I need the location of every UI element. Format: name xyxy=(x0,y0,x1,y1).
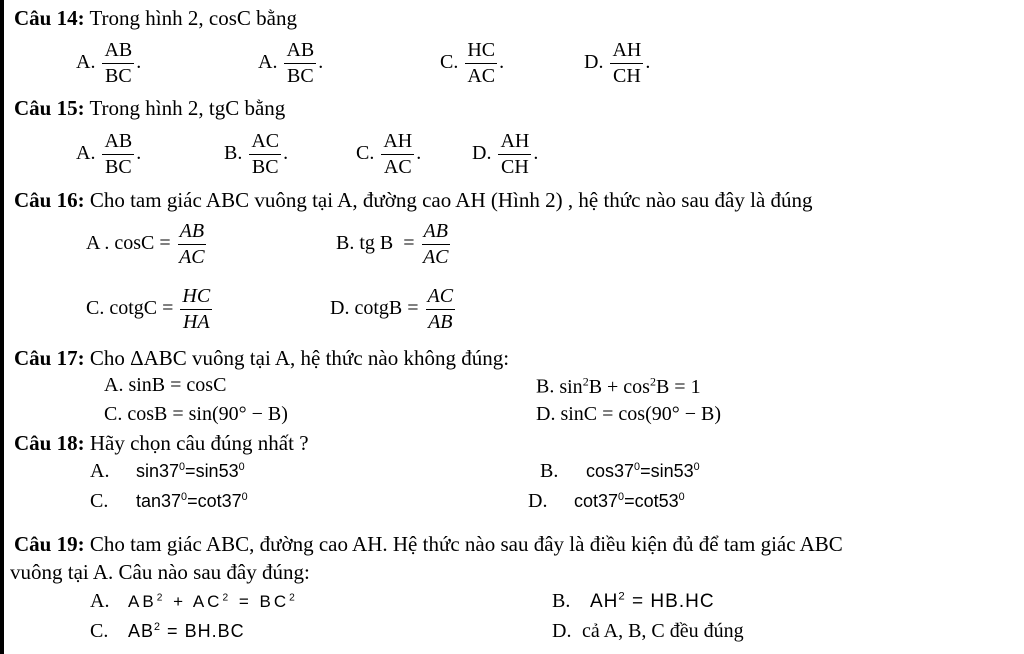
question-text: Trong hình 2, cosC bằng xyxy=(89,6,297,30)
expr-part: cot37 xyxy=(197,491,242,511)
expr-part: AC xyxy=(192,592,223,611)
option-expr xyxy=(136,461,245,481)
option-punct: . xyxy=(416,142,422,165)
q17-option-d xyxy=(536,403,721,426)
fraction xyxy=(381,130,414,179)
expr-part: AB xyxy=(128,592,157,611)
expr-part: cos37 xyxy=(586,461,635,481)
option-letter: C. xyxy=(440,51,459,74)
question-text-line2: vuông tại A. Câu nào sau đây đúng: xyxy=(10,560,310,584)
fraction xyxy=(284,39,316,88)
option-expr xyxy=(128,592,298,611)
expr-part: sin xyxy=(559,375,583,398)
numerator: AB xyxy=(422,220,450,245)
expr-part: sin53 xyxy=(650,461,694,481)
q18-option-d xyxy=(528,490,685,513)
option-letter: B. xyxy=(224,142,243,165)
option-text xyxy=(559,376,700,398)
fraction xyxy=(426,285,456,334)
equals: = xyxy=(185,461,196,481)
option-lhs: cotgB = xyxy=(354,297,419,320)
numerator: AC xyxy=(426,285,456,310)
option-lhs: tg B = xyxy=(359,232,415,255)
degree-sup: 0 xyxy=(634,461,641,473)
expr-part: B = 1 xyxy=(655,375,701,398)
numerator: AC xyxy=(249,130,281,155)
denominator: CH xyxy=(501,156,529,178)
q14-option-a xyxy=(76,39,141,88)
option-expr xyxy=(136,491,248,511)
expr-part: cot37 xyxy=(574,491,619,511)
equals: = xyxy=(624,491,635,511)
question-15 xyxy=(14,96,285,121)
option-letter: B. xyxy=(536,375,555,398)
exponent: 2 xyxy=(289,592,298,604)
exponent: 2 xyxy=(154,621,162,633)
option-expr xyxy=(586,461,700,481)
numerator: HC xyxy=(465,39,497,64)
option-expr xyxy=(128,621,245,641)
option-letter: B. xyxy=(540,460,559,482)
option-text: cosB = sin(90° − B) xyxy=(127,403,288,425)
question-text: Cho tam giác ABC, đường cao AH. Hệ thức nào sau đây là điều kiện đủ để tam giác ABC xyxy=(89,532,843,556)
option-punct: . xyxy=(533,142,539,165)
option-letter: C. xyxy=(90,490,109,512)
numerator: AH xyxy=(610,39,643,64)
question-text: Cho ΔABC vuông tại A, hệ thức nào không đúng: xyxy=(89,346,510,370)
question-label: Câu 18: xyxy=(14,431,85,455)
question-label: Câu 15: xyxy=(14,96,85,120)
numerator: AB xyxy=(178,220,206,245)
question-19 xyxy=(14,532,843,557)
question-16 xyxy=(14,188,813,213)
numerator: AB xyxy=(284,39,316,64)
denominator: BC xyxy=(105,156,132,178)
option-letter: A. xyxy=(258,51,278,74)
q18-option-c xyxy=(90,490,248,513)
degree-sup: 0 xyxy=(179,461,186,473)
question-label: Câu 17: xyxy=(14,346,85,370)
denominator: HA xyxy=(182,311,210,333)
question-text: Hãy chọn câu đúng nhất ? xyxy=(89,431,309,455)
question-label: Câu 19: xyxy=(14,532,85,556)
expr-part: tan37 xyxy=(136,491,182,511)
expr-part: sin53 xyxy=(195,461,239,481)
option-punct: . xyxy=(283,142,289,165)
option-letter: C. xyxy=(356,142,375,165)
fraction xyxy=(422,220,450,269)
denominator: AC xyxy=(422,246,449,268)
expr-part: cot53 xyxy=(634,491,679,511)
q19-option-a xyxy=(90,590,298,613)
q17-option-b xyxy=(536,374,701,399)
expr-part: B + cos xyxy=(588,375,650,398)
q18-option-a xyxy=(90,460,245,483)
fraction xyxy=(610,39,643,88)
option-letter: A . xyxy=(86,232,110,255)
degree-sup: 0 xyxy=(618,491,625,503)
option-letter: A. xyxy=(90,590,110,612)
option-letter: C. xyxy=(104,403,123,425)
equals: = xyxy=(632,591,645,612)
option-letter: D. xyxy=(552,620,572,642)
option-letter: B. xyxy=(336,232,355,255)
fraction xyxy=(178,220,206,269)
fraction xyxy=(180,285,212,334)
degree-sup: 0 xyxy=(241,491,248,503)
fraction xyxy=(249,130,281,179)
question-text: Cho tam giác ABC vuông tại A, đường cao AH (Hình 2) , hệ thức nào sau đây là đúng xyxy=(89,188,813,212)
denominator: AC xyxy=(179,246,205,268)
denominator: AC xyxy=(467,65,496,87)
degree-sup: 0 xyxy=(693,461,700,473)
denominator: AC xyxy=(383,156,412,178)
q19-option-c xyxy=(90,620,245,643)
q16-option-d xyxy=(330,285,457,334)
q19-option-b xyxy=(552,590,715,613)
degree-sup: 0 xyxy=(678,491,685,503)
exponent: 2 xyxy=(156,592,166,604)
fraction xyxy=(102,39,134,88)
option-letter: D. xyxy=(330,297,350,320)
option-lhs: cosC = xyxy=(114,232,171,255)
degree-sup: 0 xyxy=(181,491,188,503)
question-18 xyxy=(14,431,309,456)
question-19-continued xyxy=(10,560,310,585)
denominator: BC xyxy=(105,65,132,87)
equals: = xyxy=(187,491,198,511)
option-letter: A. xyxy=(76,51,96,74)
exponent: 2 xyxy=(649,374,656,388)
numerator: AH xyxy=(498,130,531,155)
q19-option-d xyxy=(552,620,744,643)
q15-option-b xyxy=(224,130,288,179)
expr-part: sin37 xyxy=(136,461,180,481)
option-letter: A. xyxy=(104,374,124,396)
option-lhs: cotgC = xyxy=(109,297,174,320)
degree-sup: 0 xyxy=(238,461,245,473)
q15-option-d xyxy=(472,130,538,179)
q17-option-c xyxy=(104,403,288,426)
option-punct: . xyxy=(136,51,142,74)
q14-option-c xyxy=(440,39,504,88)
option-punct: . xyxy=(499,51,505,74)
fraction xyxy=(465,39,497,88)
question-label: Câu 16: xyxy=(14,188,85,212)
equals: = xyxy=(167,621,179,641)
question-text: Trong hình 2, tgC bằng xyxy=(89,96,286,120)
fraction xyxy=(498,130,531,179)
exponent: 2 xyxy=(582,374,589,388)
numerator: HC xyxy=(180,285,212,310)
q15-option-c xyxy=(356,130,421,179)
question-17 xyxy=(14,346,509,371)
expr-part: AB xyxy=(128,621,155,641)
page-left-border xyxy=(0,0,4,654)
denominator: AB xyxy=(428,311,453,333)
q17-option-a xyxy=(104,374,226,397)
option-letter: B. xyxy=(552,590,571,612)
q16-option-c xyxy=(86,285,214,334)
option-letter: C. xyxy=(90,620,109,642)
expr-part: AH xyxy=(590,591,619,612)
option-punct: . xyxy=(136,142,142,165)
question-label: Câu 14: xyxy=(14,6,85,30)
option-text: sinC = cos(90° − B) xyxy=(560,403,722,425)
expr-part: HB.HC xyxy=(650,591,715,612)
option-letter: A. xyxy=(90,460,110,482)
option-punct: . xyxy=(318,51,324,74)
q16-option-b xyxy=(336,220,452,269)
equals: = xyxy=(640,461,651,481)
expr-part: BH.BC xyxy=(184,621,245,641)
exponent: 2 xyxy=(618,590,626,603)
q16-option-a xyxy=(86,220,208,269)
q15-option-a xyxy=(76,130,141,179)
denominator: BC xyxy=(287,65,314,87)
denominator: CH xyxy=(613,65,641,87)
q14-option-d xyxy=(584,39,650,88)
denominator: BC xyxy=(251,156,279,178)
numerator: AH xyxy=(381,130,414,155)
option-punct: . xyxy=(645,51,651,74)
option-text: cả A, B, C đều đúng xyxy=(582,620,744,642)
option-letter: D. xyxy=(536,403,556,425)
fraction xyxy=(102,130,134,179)
option-expr xyxy=(590,591,715,612)
option-letter: C. xyxy=(86,297,105,320)
option-text: sinB = cosC xyxy=(128,374,227,396)
option-letter: D. xyxy=(584,51,604,74)
plus: + xyxy=(173,592,187,611)
option-expr xyxy=(574,491,685,511)
exponent: 2 xyxy=(222,592,232,604)
option-letter: A. xyxy=(76,142,96,165)
option-letter: D. xyxy=(528,490,548,512)
question-14 xyxy=(14,6,297,31)
equals: = xyxy=(238,592,252,611)
expr-part: BC xyxy=(259,592,290,611)
numerator: AB xyxy=(102,130,134,155)
option-letter: D. xyxy=(472,142,492,165)
q14-option-a-duplicate xyxy=(258,39,323,88)
numerator: AB xyxy=(102,39,134,64)
q18-option-b xyxy=(540,460,700,483)
